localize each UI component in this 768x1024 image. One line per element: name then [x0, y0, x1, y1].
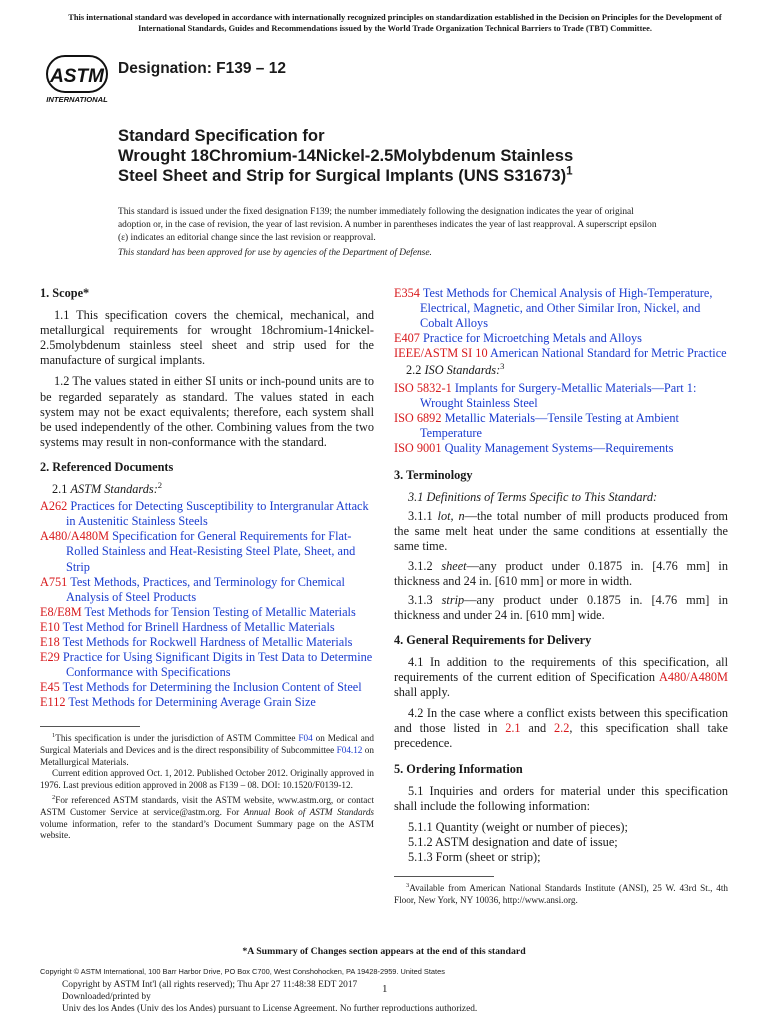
definition-lot-num: 3.1.1: [408, 509, 433, 524]
ref-code[interactable]: E112: [40, 695, 66, 710]
ref-item[interactable]: [40, 575, 374, 605]
footnote-1-text-a: This specification is under the jurisdiction of ASTM Committee: [55, 733, 299, 744]
footnote-3: [394, 883, 728, 906]
referenced-documents-heading: 2. Referenced Documents: [40, 459, 174, 474]
ref-item[interactable]: [394, 441, 728, 456]
ordering-5-1: 5.1 Inquiries and orders for material under this specification shall include the following information:: [394, 783, 728, 813]
definition-3-1: [394, 490, 728, 505]
definition-sheet-term: sheet: [441, 558, 467, 573]
general-4-2-text-b: , this specification shall take precedence.: [394, 721, 729, 751]
general-4-2-and: and: [520, 721, 554, 736]
ref-title[interactable]: Test Methods for Determining Average Grain Size: [68, 695, 316, 710]
tbt-notice: This international standard was developed in accordance with internationally recognized principles on standardization established in the Decision on Principles for the Development of International Standards, Guides and Recommendations issued by the World Trade Organization Technical Barriers to Trade (TBT) Committee.: [68, 13, 722, 33]
ref-code[interactable]: ISO 5832-1: [394, 380, 452, 395]
ref-item[interactable]: [40, 620, 374, 635]
ref-item[interactable]: [40, 680, 374, 695]
ordering-item: 5.1.1 Quantity (weight or number of pieces);: [408, 819, 628, 834]
ref-code[interactable]: E354: [394, 286, 420, 300]
general-requirements-heading: 4. General Requirements for Delivery: [394, 632, 592, 647]
definition-lot-text: —the total number of mill products produced from the same melt heat under the same conditions at essentially the same time.: [394, 509, 728, 554]
license-stamp: [62, 979, 477, 1016]
definition-sheet: [394, 559, 728, 589]
ref-title[interactable]: Test Methods for Tension Testing of Metallic Materials: [84, 604, 356, 619]
section-2-1-link[interactable]: 2.1: [505, 721, 521, 736]
ref-title[interactable]: Test Methods for Determining the Inclusion Content of Steel: [62, 680, 362, 695]
footnote-2-text-b: volume information, refer to the standard’s Document Summary page on the ASTM website.: [40, 818, 374, 841]
title-line-3-text: Steel Sheet and Strip for Surgical Implants (UNS S31673): [118, 166, 567, 185]
footnote-1-text-b: on Medical and Surgical Materials and Devices and is the direct responsibility of Subcommittee: [40, 733, 374, 756]
ref-code[interactable]: E29: [40, 650, 60, 665]
scope-1-1: 1.1 This specification covers the chemical, mechanical, and metallurgical requirements for wrought 18chromium-14nickel-2.5molybdenum stainless steel sheet and strip used for the manufacture of surgical implants.: [40, 308, 374, 368]
general-4-1: [394, 655, 728, 700]
ref-title[interactable]: Test Methods for Rockwell Hardness of Metallic Materials: [62, 634, 353, 649]
logo-subtext: INTERNATIONAL: [46, 95, 108, 104]
general-4-1-text-a: 4.1 In addition to the requirements of this specification, all requirements of the current edition of Specification: [394, 654, 728, 685]
ref-title[interactable]: Test Methods for Chemical Analysis of High-Temperature, Electrical, Magnetic, and Other Similar Iron, Nickel, and Cobalt Alloys: [420, 286, 713, 331]
right-footnote-block: [394, 876, 728, 906]
ref-title[interactable]: Test Method for Brinell Hardness of Metallic Materials: [62, 619, 335, 634]
ordering-item: 5.1.2 ASTM designation and date of issue;: [408, 834, 618, 849]
ref-title[interactable]: Metallic Materials—Tensile Testing at Ambient Temperature: [420, 410, 679, 440]
footnote-1-edition: Current edition approved Oct. 1, 2012. Published October 2012. Originally approved in 1976. Last previous edition approved in 2008 as F139 – 08. DOI: 10.1520/F0139-12.: [40, 768, 374, 790]
ref-item[interactable]: [40, 605, 374, 620]
ref-code[interactable]: A262: [40, 499, 68, 514]
astm-standards-num: 2.1: [52, 482, 68, 497]
footnote-1-marker: 1: [52, 732, 56, 740]
definition-strip-num: 3.1.3: [408, 592, 433, 607]
footnote-1-text-c: on Metallurgical Materials.: [40, 745, 374, 767]
ref-item[interactable]: [40, 650, 374, 680]
definition-lot-term: lot, n: [437, 509, 465, 524]
ref-item[interactable]: [40, 695, 374, 710]
ref-item[interactable]: [394, 411, 728, 441]
preamble: This standard is issued under the fixed designation F139; the number immediately following the designation indicates the year of original adoption or, in the case of revision, the year of last revision. A number in parentheses indicates the year of last reapproval. A superscript epsilon (ε) indicates an editorial change since the last revision or reapproval.: [118, 207, 657, 243]
ordering-heading: 5. Ordering Information: [394, 761, 523, 776]
ref-code[interactable]: IEEE/ASTM SI 10: [394, 346, 488, 361]
ref-code[interactable]: ISO 9001: [394, 440, 442, 455]
a480-link[interactable]: A480/A480M: [658, 670, 728, 685]
ref-title[interactable]: Quality Management Systems—Requirements: [444, 440, 674, 455]
ref-title[interactable]: Practice for Microetching Metals and Alloys: [423, 331, 642, 346]
general-4-1-text-b: shall apply.: [394, 685, 450, 700]
definition-strip: [394, 593, 728, 623]
ref-code[interactable]: E18: [40, 634, 60, 649]
section-2-2-link[interactable]: 2.2: [553, 721, 570, 736]
title-line-3: [118, 166, 718, 186]
footnote-divider: [394, 876, 494, 877]
footnote-1: [40, 733, 374, 768]
definition-sheet-text: —any product under 0.1875 in. [4.76 mm] in thickness and 24 in. [610 mm] or more in width.: [394, 558, 729, 588]
ref-item[interactable]: [394, 286, 728, 331]
license-line-3: Univ des los Andes (Univ des los Andes) pursuant to License Agreement. No further reproductions authorized.: [62, 1004, 478, 1015]
scope-1-2: 1.2 The values stated in either SI units or inch-pound units are to be regarded separately as standard. The values stated in each system may not be exact equivalents; therefore, each system shall be used independently of the other. Combining values from the two systems may result in non-conformance with the standard.: [40, 374, 374, 449]
astm-standards-label: [40, 479, 374, 497]
definition-strip-text: —any product under 0.1875 in. [4.76 mm] in thickness and under 24 in. [610 mm] wide.: [394, 592, 728, 622]
ref-code[interactable]: A480/A480M: [40, 529, 110, 544]
right-column: [394, 286, 728, 865]
iso-footnote-ref[interactable]: 3: [500, 361, 505, 372]
ref-code[interactable]: ISO 6892: [394, 410, 442, 425]
definition-3-1-text: 3.1 Definitions of Terms Specific to This Standard:: [408, 490, 658, 505]
footnote-1-link-f0412[interactable]: F04.12: [336, 745, 363, 756]
ref-title[interactable]: Test Methods, Practices, and Terminology for Chemical Analysis of Steel Products: [66, 574, 345, 604]
ref-code[interactable]: E45: [40, 680, 60, 695]
ref-item[interactable]: [394, 331, 728, 346]
ordering-item: 5.1.3 Form (sheet or strip);: [408, 850, 541, 864]
ref-item[interactable]: [40, 499, 374, 529]
footnote-3-marker: 3: [406, 881, 410, 889]
title-footnote-ref[interactable]: 1: [566, 164, 573, 178]
ref-code[interactable]: A751: [40, 574, 68, 589]
terminology-heading: 3. Terminology: [394, 468, 473, 483]
ref-code[interactable]: E407: [394, 331, 420, 346]
astm-standards-text: ASTM Standards:: [70, 482, 158, 497]
footnote-2-text-a: For referenced ASTM standards, visit the ASTM website, www.astm.org, or contact ASTM Customer Service at service@astm.org. For: [40, 795, 374, 817]
ref-title[interactable]: Practices for Detecting Susceptibility to Intergranular Attack in Austenitic Stainless Steels: [66, 499, 369, 529]
footnote-2: [40, 795, 374, 841]
definition-lot: [394, 509, 728, 554]
astm-logo: [44, 50, 110, 106]
document-title: [118, 126, 718, 186]
scope-heading: 1. Scope*: [40, 286, 90, 300]
left-column: [40, 286, 374, 842]
dod-approval: This standard has been approved for use by agencies of the Department of Defense.: [118, 248, 432, 258]
summary-of-changes-note: *A Summary of Changes section appears at the end of this standard: [242, 946, 526, 957]
ref-item[interactable]: [394, 346, 728, 361]
title-line-1: Standard Specification for: [118, 126, 325, 145]
footnote-1-link-f04[interactable]: F04: [298, 733, 313, 744]
footnote-2-book-title: Annual Book of ASTM Standards: [243, 807, 374, 817]
general-4-2-text-a: 4.2 In the case where a conflict exists between this specification and those listed in: [394, 706, 728, 736]
ref-title[interactable]: Implants for Surgery-Metallic Materials—Part 1: Wrought Stainless Steel: [420, 380, 697, 410]
title-line-2: Wrought 18Chromium-14Nickel-2.5Molybdenum Stainless: [118, 146, 574, 165]
footnote-3-text: Available from American National Standards Institute (ANSI), 25 W. 43rd St., 4th Floor, New York, NY 10036, http://www.ansi.org.: [394, 883, 728, 905]
definition-strip-term: strip: [441, 592, 465, 607]
page-number: 1: [382, 983, 388, 995]
general-4-2: [394, 706, 728, 751]
ref-code[interactable]: E10: [40, 619, 60, 634]
iso-standards-text: ISO Standards:: [424, 363, 501, 378]
ref-code[interactable]: E8/E8M: [40, 604, 82, 619]
ref-item[interactable]: [40, 635, 374, 650]
license-line-1: Copyright by ASTM Int'l (all rights reserved); Thu Apr 27 11:48:38 EDT 2017: [62, 980, 358, 990]
iso-standards-num: 2.2: [406, 363, 422, 378]
ref-title[interactable]: Practice for Using Significant Digits in Test Data to Determine Conformance with Specifications: [62, 650, 373, 680]
iso-standards-label: [394, 363, 728, 378]
ref-item[interactable]: [394, 381, 728, 411]
ref-item[interactable]: [40, 529, 374, 574]
ref-title[interactable]: Specification for General Requirements for Flat-Rolled Stainless and Heat-Resisting Steel Plate, Sheet, and Strip: [66, 529, 356, 574]
designation: Designation: F139 – 12: [118, 60, 286, 77]
footnote-2-marker: 2: [52, 794, 56, 802]
ref-title[interactable]: American National Standard for Metric Practice: [490, 346, 727, 361]
astm-footnote-ref[interactable]: 2: [157, 479, 163, 490]
definition-sheet-num: 3.1.2: [408, 558, 433, 573]
license-line-2: Downloaded/printed by: [62, 992, 151, 1003]
logo-text: ASTM: [50, 66, 104, 87]
footnote-divider: [40, 726, 140, 727]
copyright-line: Copyright © ASTM International, 100 Barr Harbor Drive, PO Box C700, West Conshohocken, PA 19428-2959. United States: [40, 967, 445, 976]
